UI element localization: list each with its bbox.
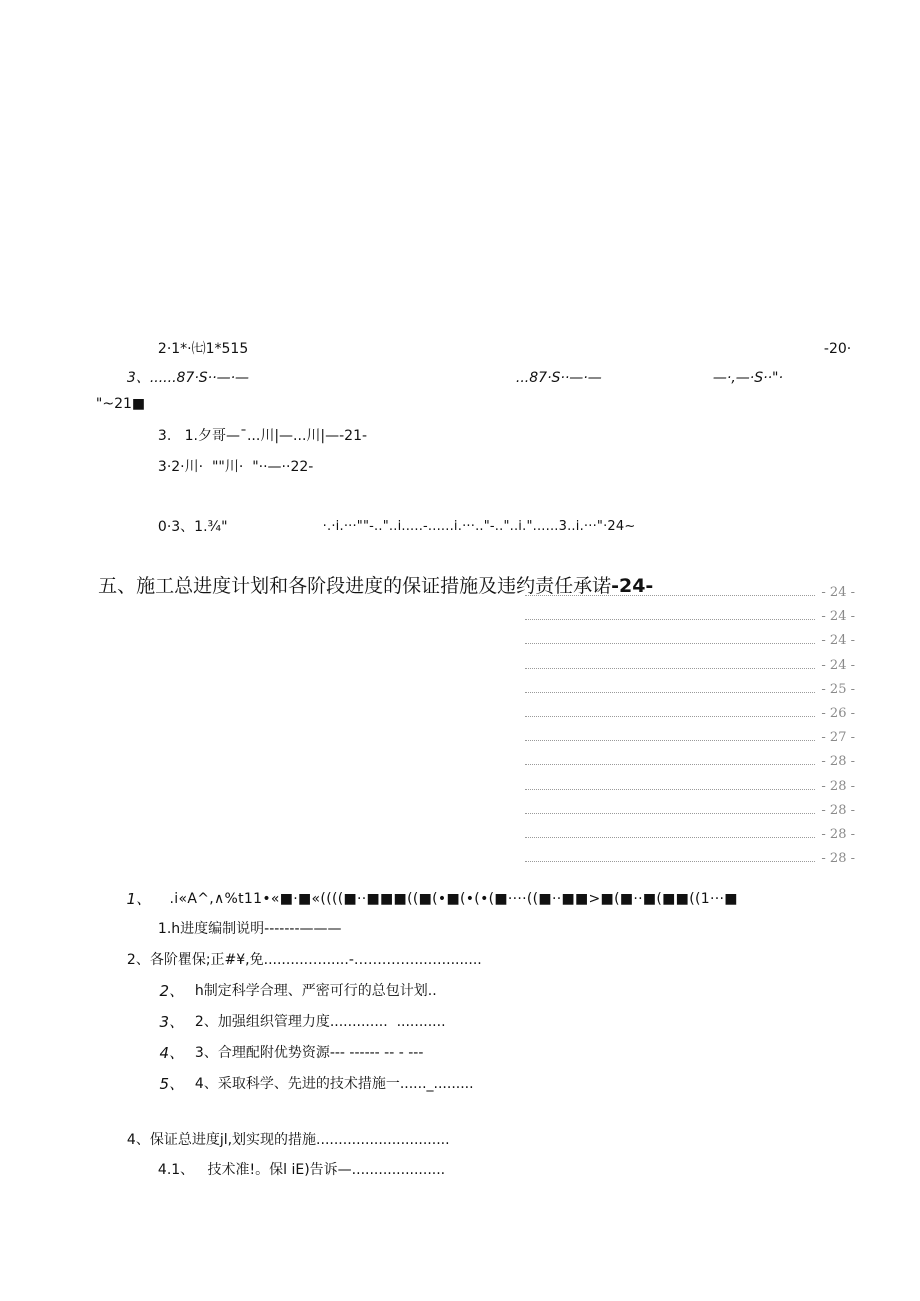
toc-line-2-4-item — [186, 1057, 474, 1093]
index-text: 5、 — [159, 1075, 185, 1093]
index-text: 1、 — [126, 890, 152, 908]
leader-page-number: - 28 - — [821, 827, 855, 842]
leader-row — [525, 827, 855, 843]
dot-leader — [525, 692, 815, 693]
leader-row — [525, 585, 855, 601]
toc-line-4-1 — [149, 1143, 445, 1179]
heading-text: 五、施工总进度计划和各阶段进度的保证措施及违约责任承诺 — [98, 575, 612, 597]
leader-page-number: - 28 - — [821, 851, 855, 867]
toc-index-1 — [117, 872, 151, 908]
toc-line-text: ...87·S··—·— — [515, 370, 602, 386]
leader-row — [525, 682, 855, 698]
leader-page-number: - 28 - — [821, 778, 855, 794]
dot-leader — [525, 595, 815, 596]
leader-page-number: - 27 - — [821, 730, 855, 746]
leader-row — [525, 633, 855, 649]
toc-line-3-middle — [507, 351, 602, 387]
dot-leader — [525, 740, 815, 741]
toc-line-text: .i«A^,∧%t11•«■·■«((((■··■■■((■(•■(•(•(■····((■··■■>■(■··■(■■((1···■ — [169, 891, 738, 907]
index-text: 4、 — [159, 1044, 185, 1062]
dot-leader — [525, 668, 815, 669]
leader-row — [525, 803, 855, 819]
toc-line-text: 3、合理配附优势资源--- ------ -- - --- — [194, 1045, 424, 1061]
toc-line-text: 1.h进度编制说明-------——— — [157, 921, 342, 937]
heading-page-number: -24- — [611, 575, 654, 597]
dot-leader — [525, 716, 815, 717]
toc-line-0-3-right — [314, 500, 635, 536]
leader-page-number: - 25 - — [821, 681, 855, 697]
dot-leader — [525, 813, 815, 814]
toc-line-3-2 — [149, 440, 313, 476]
toc-line-text: 4、采取科学、先进的技术措施一......_......... — [194, 1076, 474, 1092]
toc-page-number — [815, 322, 851, 358]
page-number-text: -20· — [823, 341, 852, 357]
index-text: 2、 — [159, 982, 185, 1000]
toc-line-3-cont — [87, 377, 145, 413]
toc-line-3-right — [704, 351, 783, 387]
leader-row — [525, 609, 855, 625]
toc-line-text: —·,—·S··"· — [712, 370, 783, 386]
leader-row — [525, 706, 855, 722]
toc-index-5 — [150, 1057, 184, 1093]
dot-leader — [525, 837, 815, 838]
toc-line-text: ·.·i.···""-.."..i.....-......i.···.."-.."..i."......3..i.···"·24~ — [322, 519, 636, 534]
leader-page-number: - 24 - — [821, 633, 855, 649]
leader-page-number: - 24 - — [821, 657, 855, 673]
leader-row — [525, 851, 855, 867]
toc-line-text: "~21■ — [95, 396, 146, 412]
toc-line-text: 2、加强组织管理力度............. ........... — [194, 1014, 446, 1030]
leader-row — [525, 730, 855, 746]
toc-line-text: 2·1*·㈦1*515 — [157, 341, 249, 357]
toc-line-text: 3. 1.夕哥—ˉ...川|—...川|—-21- — [157, 428, 368, 444]
leader-page-number: - 28 - — [821, 802, 855, 818]
index-text: 3、 — [159, 1013, 185, 1031]
dot-leader — [525, 861, 815, 862]
toc-line-text: 3、......87·S··—·— — [126, 370, 250, 386]
leader-page-number: - 28 - — [821, 754, 855, 770]
toc-line-text: 2、各阶瞿保;正#¥,免..........…......-…….……...…......... — [126, 952, 482, 968]
dot-leader — [525, 789, 815, 790]
toc-line-text: h制定科学合理、严密可行的总包计划.. — [194, 983, 437, 999]
leader-page-number: - 24 - — [821, 609, 855, 625]
toc-line-text: 4.1、 技术准!。保l iE)告诉—..................... — [157, 1162, 446, 1178]
toc-line-text: 3·2·川· ""川· "··—··22- — [157, 459, 314, 475]
dot-leader — [525, 643, 815, 644]
dot-leader — [525, 764, 815, 765]
toc-line-text: 4、保证总进度jl,划实现的措施.............................. — [126, 1132, 450, 1148]
leader-row — [525, 779, 855, 795]
leader-row — [525, 658, 855, 674]
toc-line-text: 0·3、1.¾" — [157, 519, 228, 535]
leader-row — [525, 754, 855, 770]
leader-page-number: - 24 - — [821, 585, 855, 600]
dot-leader — [525, 619, 815, 620]
leader-page-number: - 26 - — [821, 706, 855, 721]
toc-line-0-3 — [149, 500, 228, 536]
